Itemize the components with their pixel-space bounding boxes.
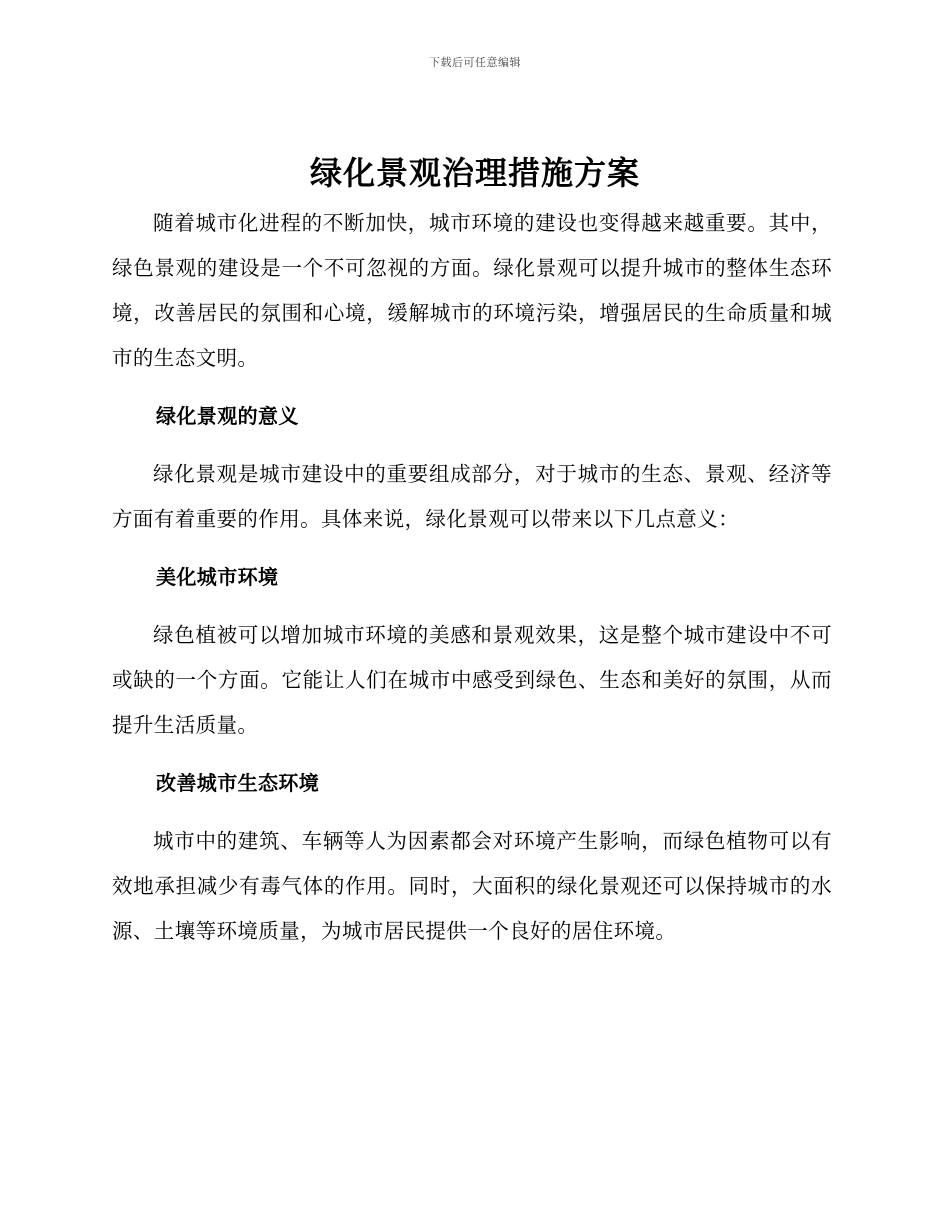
intro-paragraph: 随着城市化进程的不断加快，城市环境的建设也变得越来越重要。其中，绿色景观的建设是一个不可忽视的方面。绿化景观可以提升城市的整体生态环境，改善居民的氛围和心境，缓解城市的环境污染，增强居民的生命质量和城市的生态文明。 <box>112 211 832 370</box>
document-body <box>112 201 832 954</box>
section-body-ecology: 城市中的建筑、车辆等人为因素都会对环境产生影响，而绿色植物可以有效地承担减少有毒气体的作用。同时，大面积的绿化景观还可以保持城市的水源、土壤等环境质量，为城市居民提供一个良好的居住环境。 <box>112 829 832 943</box>
section-heading-ecology: 改善城市生态环境 <box>156 771 320 795</box>
section-heading-beautify: 美化城市环境 <box>156 565 279 589</box>
section-body-beautify: 绿色植被可以增加城市环境的美感和景观效果，这是整个城市建设中不可或缺的一个方面。它能让人们在城市中感受到绿色、生态和美好的氛围，从而提升生活质量。 <box>112 623 832 737</box>
section-body-significance: 绿化景观是城市建设中的重要组成部分，对于城市的生态、景观、经济等方面有着重要的作用。具体来说，绿化景观可以带来以下几点意义： <box>112 462 832 531</box>
document-title: 绿化景观治理措施方案 <box>309 154 640 192</box>
header-note: 下载后可任意编辑 <box>429 56 521 69</box>
section-heading-significance: 绿化景观的意义 <box>156 404 299 428</box>
